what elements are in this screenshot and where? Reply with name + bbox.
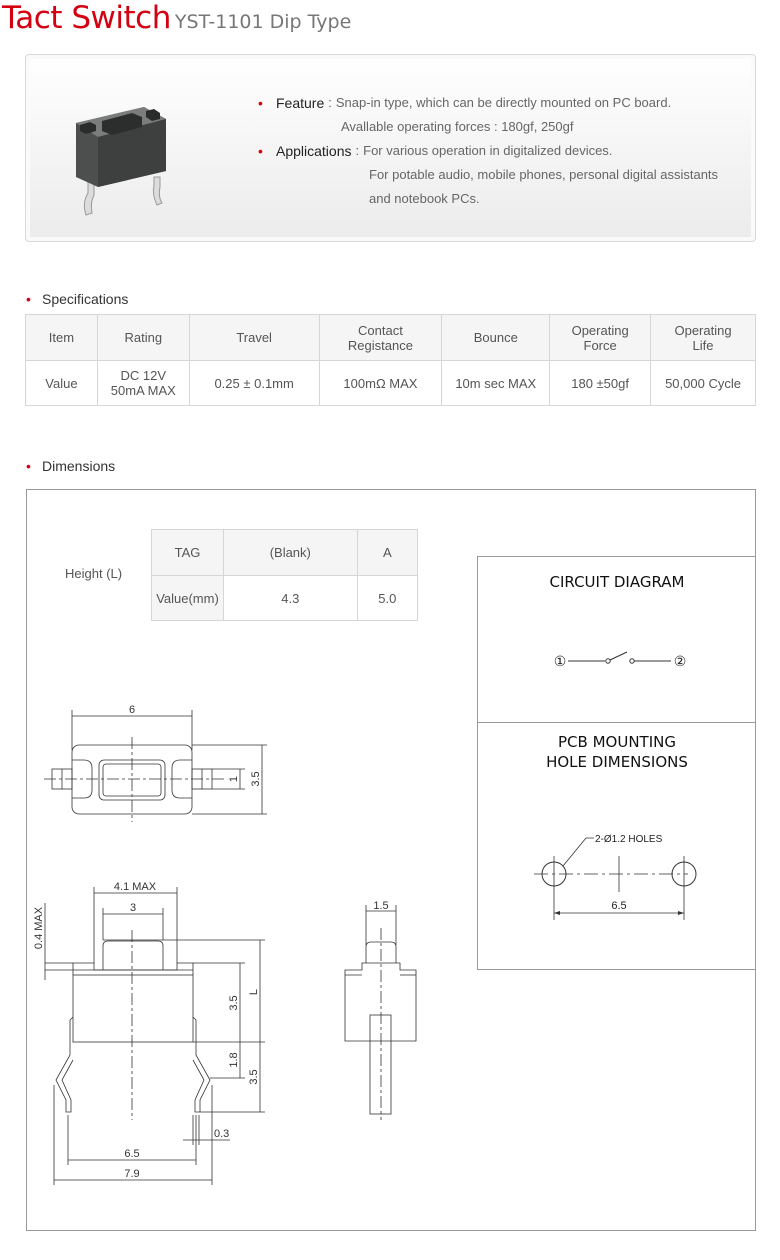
bullet-icon: • (258, 143, 263, 159)
applications-line-3: and notebook PCs. (369, 191, 480, 206)
circuit-diagram-title: CIRCUIT DIAGRAM (549, 573, 685, 591)
header-operating-life (651, 315, 756, 361)
terminal-2-label: ② (673, 653, 687, 669)
specifications-heading (26, 291, 128, 307)
height-tag-table (151, 529, 418, 621)
contact-right (630, 659, 634, 663)
height-label: Height (L) (65, 566, 123, 581)
header-a: A (357, 530, 417, 576)
value-line: 50mA MAX (110, 383, 176, 398)
header-bounce: Bounce (442, 315, 550, 361)
header-tag: TAG (152, 530, 224, 576)
contact-left (606, 659, 610, 663)
dim-pin-pitch: 6.5 (124, 1148, 140, 1160)
value-a: 5.0 (357, 576, 417, 621)
value-contact-resistance: 100mΩ MAX (319, 361, 442, 406)
header-contact-resistance (319, 315, 442, 361)
circuit-pcb-panel (477, 556, 756, 970)
page-title (2, 0, 351, 44)
applications-line-2: For potable audio, mobile phones, personal digital assistants (369, 167, 719, 182)
header-line: Operating (571, 322, 629, 338)
feature-list (258, 91, 718, 211)
applications-label: Applications (276, 143, 352, 159)
value-bounce: 10m sec MAX (442, 361, 550, 406)
value-blank: 4.3 (224, 576, 358, 621)
table-row (152, 576, 418, 621)
dim-leg-height: 3.5 (248, 1069, 260, 1085)
applications-separator: : (355, 143, 360, 158)
applications-line-1: For various operation in digitalized devices. (363, 143, 613, 158)
leader-line (563, 838, 594, 866)
specifications-table (25, 314, 756, 406)
feature-label: Feature (276, 95, 325, 111)
header-line: Operating (674, 322, 732, 338)
dimensions-title: Dimensions (42, 458, 116, 474)
value-travel: 0.25 ± 0.1mm (189, 361, 319, 406)
dim-top-max: 4.1 MAX (113, 881, 157, 893)
header-item: Item (26, 315, 98, 361)
pcb-title-line-2: HOLE DIMENSIONS (546, 753, 688, 771)
header-blank: (Blank) (224, 530, 358, 576)
header-travel: Travel (189, 315, 319, 361)
arrow-icon (554, 911, 560, 915)
pitch-label: 6.5 (611, 900, 627, 912)
value-operating-life: 50,000 Cycle (651, 361, 756, 406)
applications-item (258, 139, 718, 163)
bullet-icon: • (26, 291, 31, 307)
dim-body: 3.5 (228, 995, 240, 1011)
specifications-title: Specifications (42, 291, 129, 307)
header-line: Life (692, 337, 714, 353)
header-line: Force (583, 337, 617, 353)
dim-stem-width: 1.5 (373, 900, 389, 912)
holes-label: 2-Ø1.2 HOLES (595, 834, 663, 845)
dim-top-inner: 3 (129, 902, 137, 914)
pcb-hole-diagram (478, 822, 757, 922)
header-line: Contact (358, 322, 403, 338)
overview-panel (25, 54, 756, 242)
value-line: DC 12V (120, 368, 167, 383)
dim-top-height: 3.5 (250, 771, 262, 787)
table-row (26, 361, 756, 406)
value-row-label: Value (26, 361, 98, 406)
bullet-icon: • (26, 458, 31, 474)
circuit-diagram (478, 642, 757, 682)
dim-pin-thickness: 0.3 (214, 1128, 230, 1140)
dimensions-heading (26, 458, 115, 474)
product-name: Tact Switch (2, 0, 171, 36)
header-rating: Rating (97, 315, 189, 361)
value-rating (97, 361, 189, 406)
feature-item (258, 91, 718, 115)
arrow-icon (678, 911, 684, 915)
header-line: Registance (347, 337, 413, 353)
dim-pin-width: 1 (228, 775, 240, 783)
feature-separator: : (328, 95, 332, 110)
value-operating-force: 180 ±50gf (550, 361, 651, 406)
product-photo (66, 85, 176, 220)
dim-leg-offset: 1.8 (228, 1052, 240, 1068)
table-header-row (26, 315, 756, 361)
dim-total-l: L (248, 988, 260, 996)
dim-overall: 7.9 (124, 1168, 140, 1180)
feature-line-1: Snap-in type, which can be directly mounted on PC board. (335, 95, 672, 110)
panel-divider (478, 722, 756, 723)
value-mm-label: Value(mm) (152, 576, 224, 621)
dim-stem-max: 0.4 MAX (33, 906, 45, 950)
header-operating-force (550, 315, 651, 361)
terminal-1-label: ① (553, 653, 567, 669)
product-model: YST-1101 Dip Type (174, 11, 352, 33)
pcb-title-line-1: PCB MOUNTING (558, 733, 676, 751)
dim-top-width: 6 (128, 704, 136, 716)
table-header-row (152, 530, 418, 576)
switch-lever (610, 652, 627, 660)
feature-line-2: Avallable operating forces : 180gf, 250gf (341, 119, 574, 134)
bullet-icon: • (258, 95, 263, 111)
